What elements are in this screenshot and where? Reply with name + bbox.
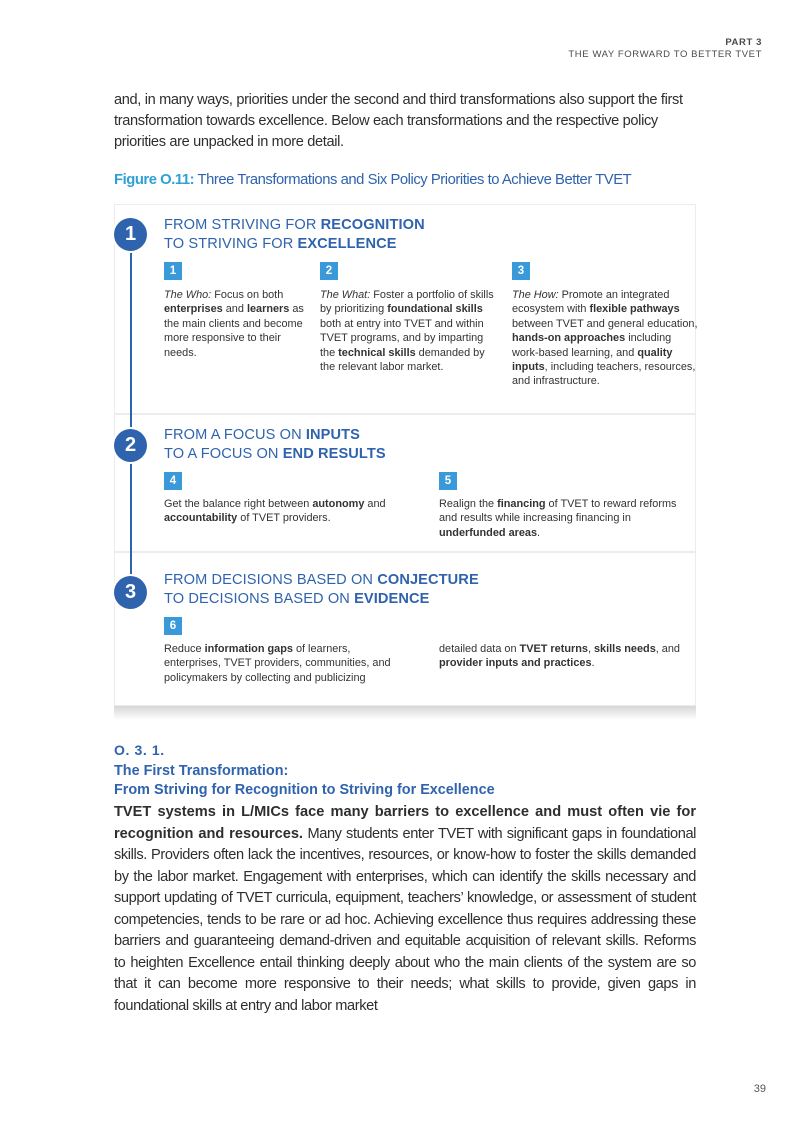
emphasis-text: autonomy — [312, 498, 365, 510]
priority-text-2 — [320, 288, 500, 374]
figure-label: Figure O.11: — [114, 172, 195, 188]
body-text: Many students enter TVET with significant gaps in foundational skills. Providers often lack the incentives, resources, or know-how to foster the skills demanded by the labor market. Engagement with enterprises, which can identify the skills necessary and support updating of TVET curricula, equipment, teachers’ knowledge, or assessment of student competencies, tends to be rare or ad hoc. Achieving excellence thus requires addressing these barriers and guaranteeing demand-driven and equitable acquisition of relevant skills. Reforms to heighten Excellence entail thinking deeply about who the main clients of the system are so that it can become more responsive to their needs; what skills to provide, given gaps in foundational skills at entry and labor market — [114, 825, 696, 1014]
panel-bottom-shadow — [114, 706, 696, 720]
priority-badge-1: 1 — [164, 262, 182, 280]
running-header-part: PART 3 — [725, 37, 762, 48]
text-run: both at entry into TVET and within TVET programs, and by imparting the — [320, 317, 484, 359]
text-run: Focus on both — [211, 289, 284, 301]
body-paragraph — [114, 802, 696, 1017]
text-run: of TVET to reward reforms and results while increasing financing in — [439, 498, 677, 525]
transformation-number-badge-3: 3 — [114, 576, 147, 609]
figure-caption-text: Three Transformations and Six Policy Priorities to Achieve Better TVET — [194, 172, 632, 188]
priority-text-5 — [439, 497, 697, 540]
running-header-subtitle: THE WAY FORWARD TO BETTER TVET — [568, 49, 762, 60]
text-run: Get the balance right between — [164, 498, 313, 510]
text-run: Reduce — [164, 643, 205, 655]
title-emphasis: EVIDENCE — [354, 591, 430, 607]
emphasis-text: information gaps — [204, 643, 293, 655]
page-number: 39 — [753, 1083, 766, 1095]
text-run: to their needs. — [164, 332, 281, 359]
emphasis-text: quality inputs — [512, 346, 673, 374]
title-emphasis: END RESULTS — [282, 446, 386, 462]
priority-badge-4: 4 — [164, 472, 182, 490]
section-title-line-1: The First Transformation: — [114, 763, 289, 779]
text-run: , — [587, 643, 594, 655]
section-title-line-2: From Striving for Recognition to Striving for Excellence — [114, 782, 495, 798]
priority-badge-5: 5 — [439, 472, 457, 490]
text-run: detailed data on — [439, 643, 520, 655]
text-run: and — [364, 498, 386, 510]
title-text: FROM STRIVING FOR — [164, 217, 321, 233]
title-text: FROM DECISIONS BASED ON — [164, 572, 378, 588]
timeline-connector — [130, 234, 132, 592]
emphasis-text: underfunded areas — [439, 526, 538, 539]
text-run: and — [222, 303, 247, 316]
text-run: Foster a portfolio of skills by prioritizing — [320, 289, 494, 316]
emphasis-text: foundational skills — [387, 303, 483, 316]
text-run: of TVET providers. — [237, 512, 331, 525]
text-run: . — [591, 657, 595, 670]
running-header — [568, 37, 762, 61]
text-run: of learners, enterprises, TVET providers, communities, and policymakers by collecting and publicizing — [164, 643, 391, 684]
text-run: become more responsive — [164, 317, 303, 345]
emphasis-text: hands-on approaches — [512, 332, 626, 345]
intro-paragraph: and, in many ways, priorities under the second and third transformations also support the first transformation towards excellence. Below each transformations and the respective policy priorities are unpacked in more detail. — [114, 92, 683, 150]
emphasis-text: provider inputs and practices — [439, 657, 592, 670]
emphasis-text: flexible pathways — [589, 303, 680, 316]
priority-text-1 — [164, 288, 314, 360]
priority-badge-2: 2 — [320, 262, 338, 280]
priority-text-6-part-2 — [439, 642, 697, 671]
text-run: . — [537, 526, 541, 539]
text-run: Promote an integrated ecosystem with — [512, 289, 670, 316]
figure-caption — [114, 172, 714, 188]
emphasis-text: TVET returns — [519, 643, 588, 655]
transformation-title-3 — [164, 571, 479, 609]
emphasis-text: learners — [246, 303, 290, 316]
priority-text-6-part-1 — [164, 642, 408, 685]
italic-lead: The What: — [320, 289, 371, 301]
section-number: O. 3. 1. — [114, 742, 165, 758]
title-emphasis: CONJECTURE — [377, 572, 479, 588]
priority-text-4 — [164, 497, 426, 526]
priority-badge-6: 6 — [164, 617, 182, 635]
emphasis-text: enterprises — [164, 303, 223, 316]
priority-badge-3: 3 — [512, 262, 530, 280]
emphasis-text: skills needs — [594, 643, 656, 655]
title-text: FROM A FOCUS ON — [164, 427, 306, 443]
title-text: TO STRIVING FOR — [164, 236, 298, 252]
transformation-title-2 — [164, 426, 386, 464]
transformation-title-1 — [164, 216, 425, 254]
transformation-number-badge-1: 1 — [114, 218, 147, 251]
title-text: TO A FOCUS ON — [164, 446, 283, 462]
text-run: , and — [655, 643, 680, 655]
italic-lead: The How: — [512, 289, 559, 301]
section-title — [114, 762, 495, 800]
title-emphasis: INPUTS — [305, 427, 360, 443]
text-run: Realign the — [439, 498, 498, 510]
priority-text-3 — [512, 288, 698, 389]
text-run: including work-based learning, and — [512, 332, 672, 359]
text-run: , including teachers, resources, and infrastructure. — [512, 361, 696, 388]
text-run: as the main clients and — [164, 303, 304, 330]
transformation-number-badge-2: 2 — [114, 429, 147, 462]
text-run: between TVET and general education, — [512, 317, 698, 330]
title-emphasis: EXCELLENCE — [297, 236, 397, 252]
title-text: TO DECISIONS BASED ON — [164, 591, 355, 607]
emphasis-text: accountability — [164, 512, 238, 525]
text-run: demanded by the relevant labor market. — [320, 346, 485, 374]
title-emphasis: RECOGNITION — [320, 217, 425, 233]
emphasis-text: financing — [497, 498, 546, 510]
italic-lead: The Who: — [164, 289, 212, 301]
body-lead-sentence: TVET systems in L/MICs face many barriers to excellence and must often vie for recognition and resources. — [114, 804, 696, 842]
emphasis-text: technical skills — [338, 346, 416, 359]
